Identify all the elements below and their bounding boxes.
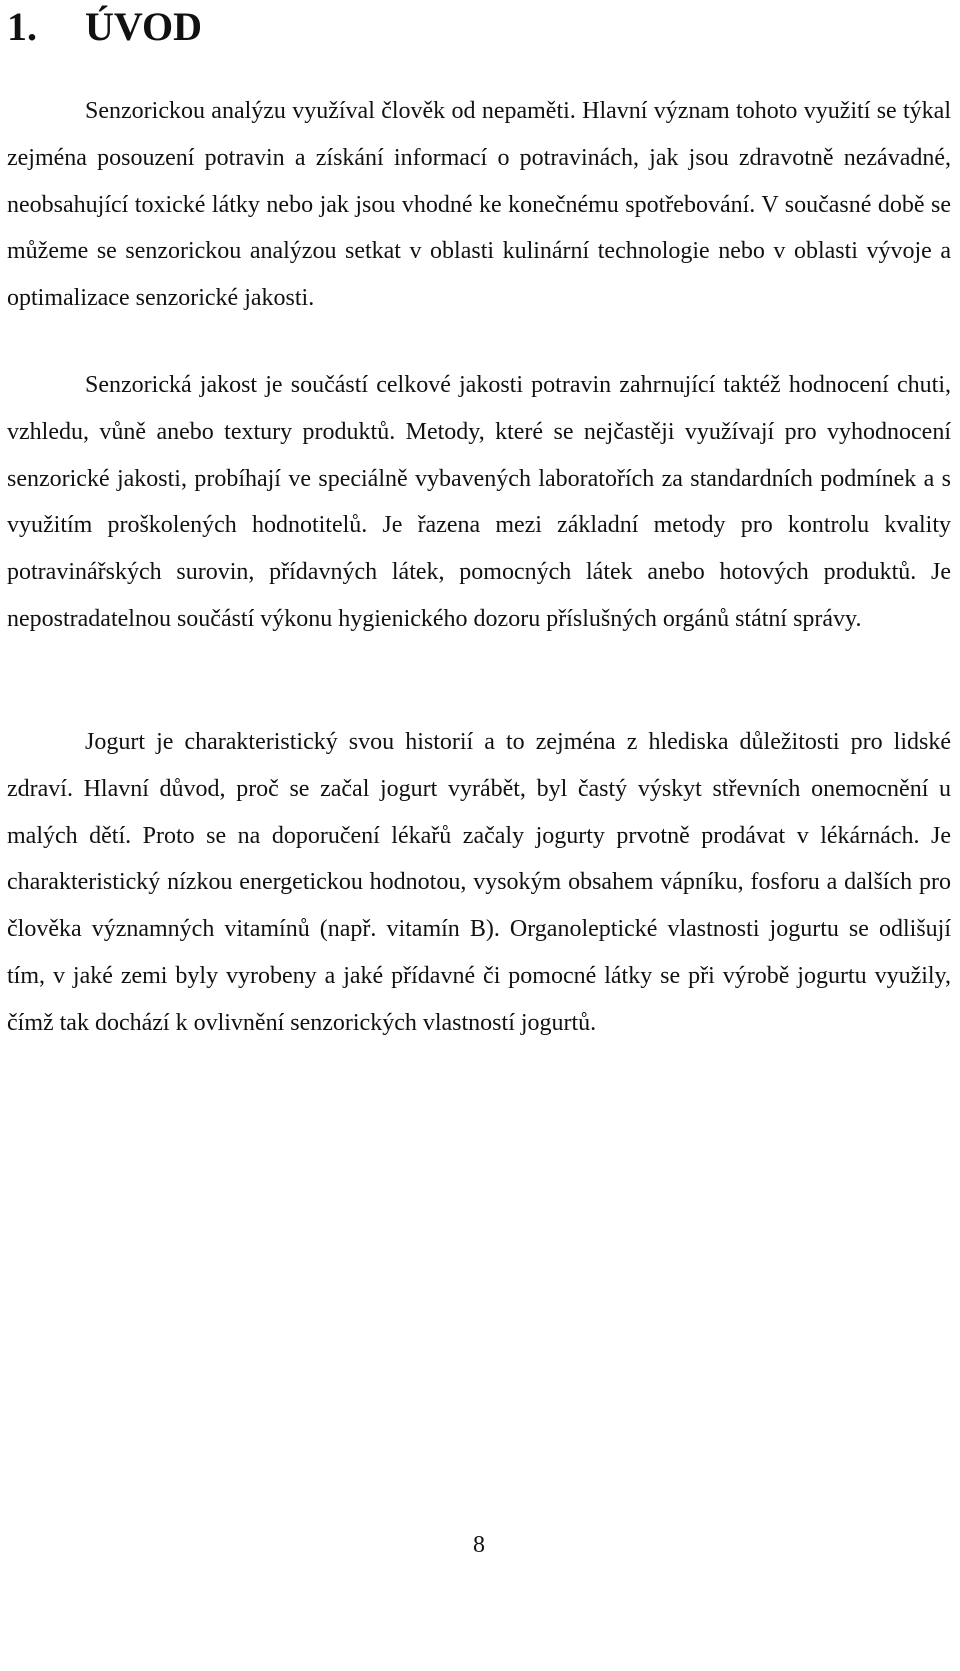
paragraph-sensory-analysis: Senzorickou analýzu využíval člověk od nepaměti. Hlavní význam tohoto využití se týkal zejména posouzení potravin a získání informací o potravinách, jak jsou zdravotně nezávadné, neobsahující toxické látky nebo jak jsou vhodné ke konečnému spotřebování. V současné době se můžeme se senzorickou analýzou setkat v oblasti kulinární technologie nebo v oblasti vývoje a optimalizace senzorické jakosti. [7, 98, 951, 312]
chapter-number: 1. [7, 4, 37, 49]
document-page [7, 0, 951, 1671]
chapter-heading [7, 2, 202, 52]
paragraph-yogurt: Jogurt je charakteristický svou historií a to zejména z hlediska důležitosti pro lidské zdraví. Hlavní důvod, proč se začal jogurt vyrábět, byl častý výskyt střevních onemocnění u malých dětí. Proto se na doporučení lékařů začaly jogurty prvotně prodávat v lékárnách. Je charakteristický nízkou energetickou hodnotou, vysokým obsahem vápníku, fosforu a dalších pro člověka významných vitamínů (např. vitamín B). Organoleptické vlastnosti jogurtu se odlišují tím, v jaké zemi byly vyrobeny a jaké přídavné či pomocné látky se při výrobě jogurtu využily, čímž tak dochází k ovlivnění senzorických vlastností jogurtů. [7, 729, 951, 1036]
chapter-title: ÚVOD [85, 4, 202, 49]
paragraph-sensory-quality: Senzorická jakost je součástí celkové jakosti potravin zahrnující taktéž hodnocení chuti, vzhledu, vůně anebo textury produktů. Metody, které se nejčastěji využívají pro vyhodnocení senzorické jakosti, probíhají ve speciálně vybavených laboratořích za standardních podmínek a s využitím proškolených hodnotitelů. Je řazena mezi základní metody pro kontrolu kvality potravinářských surovin, přídavných látek, pomocných látek anebo hotových produktů. Je nepostradatelnou součástí výkonu hygienického dozoru příslušných orgánů státní správy. [7, 372, 951, 632]
page-number: 8 [473, 1532, 485, 1558]
